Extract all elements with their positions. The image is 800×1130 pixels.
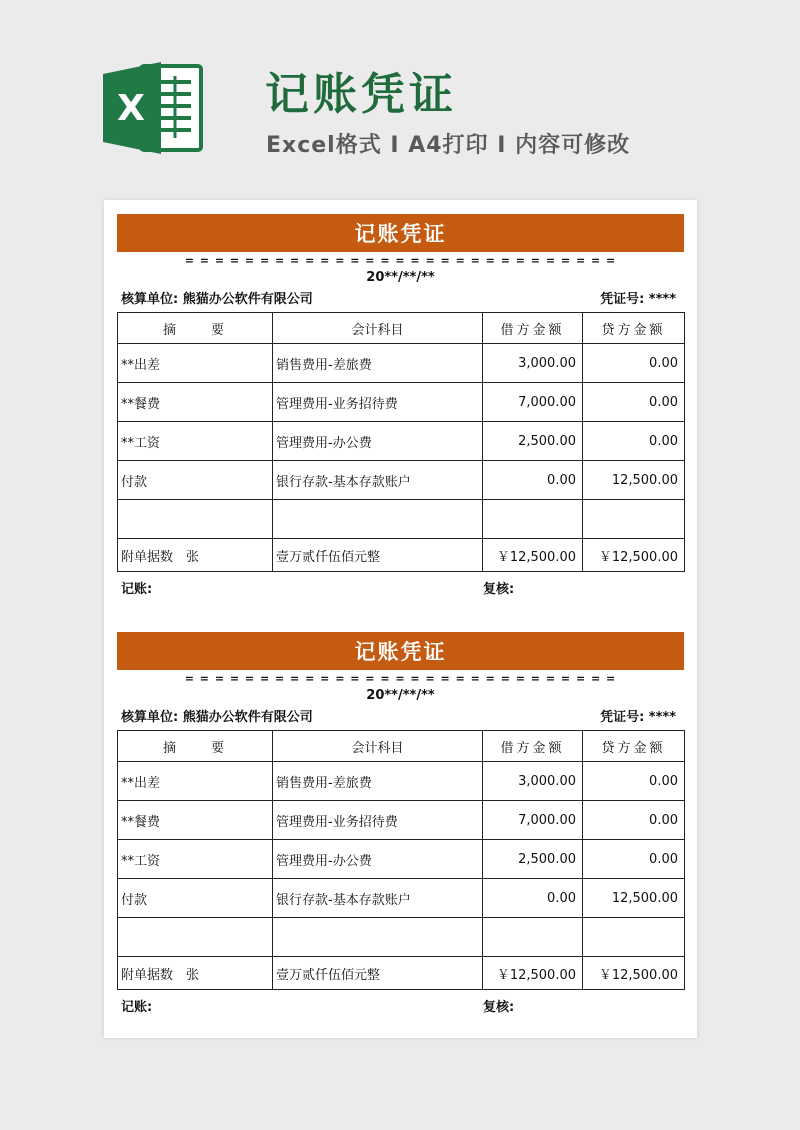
table-row bbox=[118, 801, 685, 840]
voucher-title: 记账凭证 bbox=[117, 214, 684, 252]
column-header-credit: 贷方金额 bbox=[583, 313, 685, 344]
voucher-info bbox=[117, 288, 684, 312]
voucher bbox=[117, 632, 684, 1026]
attachments-count-cell[interactable]: 附单据数 张 bbox=[118, 957, 273, 990]
debit-cell[interactable]: 2,500.00 bbox=[483, 422, 583, 461]
account-cell[interactable]: 管理费用-业务招待费 bbox=[273, 383, 483, 422]
unit-value: 熊猫办公软件有限公司 bbox=[182, 710, 313, 725]
voucher-table bbox=[117, 312, 685, 572]
amount-in-words-cell[interactable]: 壹万贰仟伍佰元整 bbox=[273, 957, 483, 990]
voucher-title: 记账凭证 bbox=[117, 632, 684, 670]
credit-total-cell[interactable]: ￥12,500.00 bbox=[583, 539, 685, 572]
voucher-no-label: 凭证号: bbox=[600, 710, 645, 725]
voucher-number bbox=[600, 288, 676, 312]
voucher-date: 20**/**/** bbox=[366, 270, 435, 285]
account-cell[interactable] bbox=[273, 500, 483, 539]
debit-cell[interactable] bbox=[483, 500, 583, 539]
voucher bbox=[117, 214, 684, 608]
totals-row bbox=[118, 957, 685, 990]
column-header-credit: 贷方金额 bbox=[583, 731, 685, 762]
voucher-no-value: **** bbox=[648, 710, 676, 725]
unit-label: 核算单位: bbox=[121, 292, 179, 307]
summary-cell[interactable]: **出差 bbox=[118, 762, 273, 801]
debit-cell[interactable]: 3,000.00 bbox=[483, 762, 583, 801]
logo-letter: X bbox=[117, 88, 145, 129]
excel-logo-icon bbox=[103, 60, 203, 156]
credit-cell[interactable]: 0.00 bbox=[583, 422, 685, 461]
voucher-date: 20**/**/** bbox=[366, 688, 435, 703]
table-row bbox=[118, 879, 685, 918]
summary-cell[interactable]: **工资 bbox=[118, 840, 273, 879]
table-row bbox=[118, 344, 685, 383]
credit-cell[interactable]: 0.00 bbox=[583, 762, 685, 801]
summary-cell[interactable]: **餐费 bbox=[118, 383, 273, 422]
credit-cell[interactable]: 12,500.00 bbox=[583, 879, 685, 918]
debit-cell[interactable] bbox=[483, 918, 583, 957]
document-paper bbox=[104, 200, 697, 1038]
voucher-table bbox=[117, 730, 685, 990]
account-cell[interactable]: 管理费用-办公费 bbox=[273, 422, 483, 461]
debit-cell[interactable]: 7,000.00 bbox=[483, 383, 583, 422]
summary-cell[interactable]: **出差 bbox=[118, 344, 273, 383]
credit-total-cell[interactable]: ￥12,500.00 bbox=[583, 957, 685, 990]
attachments-count-cell[interactable]: 附单据数 张 bbox=[118, 539, 273, 572]
unit-value: 熊猫办公软件有限公司 bbox=[182, 292, 313, 307]
table-row bbox=[118, 422, 685, 461]
summary-cell[interactable]: 付款 bbox=[118, 879, 273, 918]
column-header-summary: 摘 要 bbox=[118, 313, 273, 344]
table-row-empty bbox=[118, 918, 685, 957]
summary-cell[interactable] bbox=[118, 500, 273, 539]
reviewer-label: 复核: bbox=[483, 1000, 515, 1015]
summary-cell[interactable] bbox=[118, 918, 273, 957]
voucher-info bbox=[117, 706, 684, 730]
table-row bbox=[118, 840, 685, 879]
signature-line bbox=[117, 990, 684, 1026]
account-cell[interactable]: 管理费用-办公费 bbox=[273, 840, 483, 879]
column-header-account: 会计科目 bbox=[273, 731, 483, 762]
bookkeeper-label: 记账: bbox=[121, 582, 153, 597]
dash-separator: = = = = = = = = = = = = = = = = = = = = = = = = = = = = = bbox=[184, 254, 617, 267]
page-header bbox=[0, 0, 800, 190]
debit-total-cell[interactable]: ￥12,500.00 bbox=[483, 957, 583, 990]
table-row bbox=[118, 383, 685, 422]
credit-cell[interactable] bbox=[583, 918, 685, 957]
debit-cell[interactable]: 7,000.00 bbox=[483, 801, 583, 840]
account-cell[interactable]: 销售费用-差旅费 bbox=[273, 762, 483, 801]
credit-cell[interactable]: 0.00 bbox=[583, 383, 685, 422]
accounting-unit bbox=[121, 288, 313, 312]
reviewer-label: 复核: bbox=[483, 582, 515, 597]
debit-cell[interactable]: 0.00 bbox=[483, 879, 583, 918]
voucher-no-value: **** bbox=[648, 292, 676, 307]
account-cell[interactable]: 销售费用-差旅费 bbox=[273, 344, 483, 383]
unit-label: 核算单位: bbox=[121, 710, 179, 725]
account-cell[interactable]: 管理费用-业务招待费 bbox=[273, 801, 483, 840]
summary-cell[interactable]: **餐费 bbox=[118, 801, 273, 840]
credit-cell[interactable]: 0.00 bbox=[583, 840, 685, 879]
page-title: 记账凭证 bbox=[265, 69, 457, 120]
debit-cell[interactable]: 3,000.00 bbox=[483, 344, 583, 383]
signature-line bbox=[117, 572, 684, 608]
table-row-empty bbox=[118, 500, 685, 539]
table-row bbox=[118, 461, 685, 500]
account-cell[interactable] bbox=[273, 918, 483, 957]
column-header-account: 会计科目 bbox=[273, 313, 483, 344]
column-header-debit: 借方金额 bbox=[483, 313, 583, 344]
accounting-unit bbox=[121, 706, 313, 730]
voucher-number bbox=[600, 706, 676, 730]
table-header-row bbox=[118, 731, 685, 762]
column-header-debit: 借方金额 bbox=[483, 731, 583, 762]
summary-cell[interactable]: 付款 bbox=[118, 461, 273, 500]
column-header-summary: 摘 要 bbox=[118, 731, 273, 762]
table-row bbox=[118, 762, 685, 801]
debit-cell[interactable]: 2,500.00 bbox=[483, 840, 583, 879]
table-header-row bbox=[118, 313, 685, 344]
amount-in-words-cell[interactable]: 壹万贰仟伍佰元整 bbox=[273, 539, 483, 572]
credit-cell[interactable] bbox=[583, 500, 685, 539]
summary-cell[interactable]: **工资 bbox=[118, 422, 273, 461]
bookkeeper-label: 记账: bbox=[121, 1000, 153, 1015]
credit-cell[interactable]: 12,500.00 bbox=[583, 461, 685, 500]
page-subtitle: Excel格式 I A4打印 I 内容可修改 bbox=[266, 133, 631, 158]
debit-total-cell[interactable]: ￥12,500.00 bbox=[483, 539, 583, 572]
account-cell[interactable]: 银行存款-基本存款账户 bbox=[273, 879, 483, 918]
voucher-no-label: 凭证号: bbox=[600, 292, 645, 307]
credit-cell[interactable]: 0.00 bbox=[583, 801, 685, 840]
dash-separator: = = = = = = = = = = = = = = = = = = = = = = = = = = = = = bbox=[184, 672, 617, 685]
totals-row bbox=[118, 539, 685, 572]
debit-cell[interactable]: 0.00 bbox=[483, 461, 583, 500]
credit-cell[interactable]: 0.00 bbox=[583, 344, 685, 383]
account-cell[interactable]: 银行存款-基本存款账户 bbox=[273, 461, 483, 500]
